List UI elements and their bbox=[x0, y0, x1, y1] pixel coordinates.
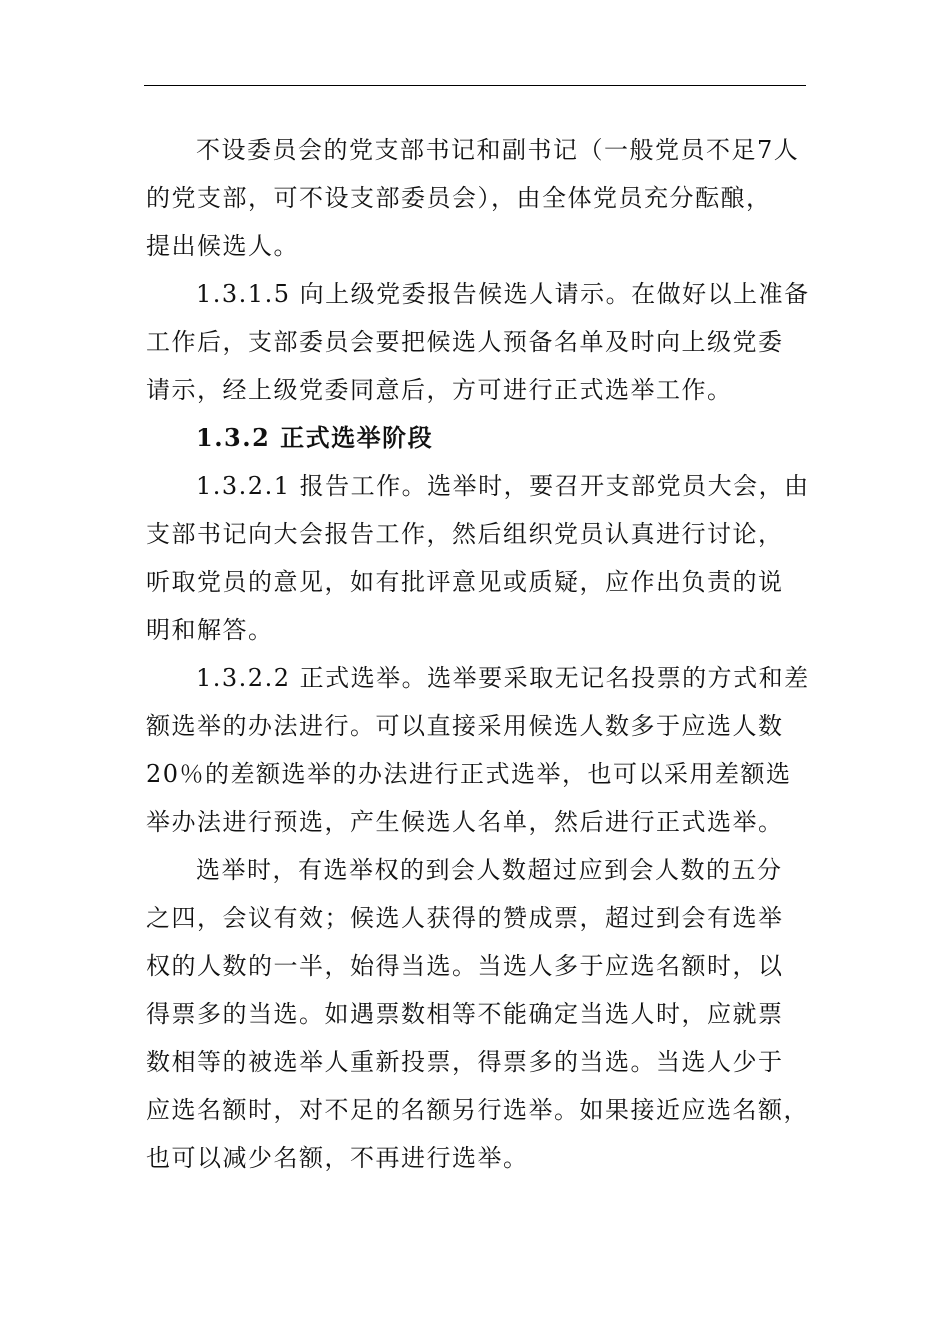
paragraph-line: 权的人数的一半，始得当选。当选人多于应选名额时，以 bbox=[146, 952, 784, 980]
paragraph-line: 选举时，有选举权的到会人数超过应到会人数的五分 bbox=[196, 856, 783, 884]
section-heading: 1.3.2 正式选举阶段 bbox=[196, 423, 434, 452]
paragraph-line: 的党支部，可不设支部委员会），由全体党员充分酝酿， bbox=[146, 184, 772, 212]
paragraph-line: 也可以减少名额，不再进行选举。 bbox=[146, 1144, 529, 1172]
paragraph-line: 1.3.2.1 报告工作。选举时，要召开支部党员大会，由 bbox=[196, 472, 810, 500]
paragraph-line: 数相等的被选举人重新投票，得票多的当选。当选人少于 bbox=[146, 1048, 784, 1076]
paragraph-line: 1.3.1.5 向上级党委报告候选人请示。在做好以上准备 bbox=[196, 280, 810, 308]
paragraph-line: 听取党员的意见，如有批评意见或质疑，应作出负责的说 bbox=[146, 568, 784, 596]
paragraph-line: 提出候选人。 bbox=[146, 232, 299, 260]
paragraph-line: 不设委员会的党支部书记和副书记（一般党员不足7人 bbox=[196, 136, 800, 164]
paragraph-line: 额选举的办法进行。可以直接采用候选人数多于应选人数 bbox=[146, 712, 784, 740]
paragraph-line: 工作后，支部委员会要把候选人预备名单及时向上级党委 bbox=[146, 328, 784, 356]
header-rule bbox=[144, 85, 806, 86]
paragraph-line: 支部书记向大会报告工作，然后组织党员认真进行讨论， bbox=[146, 520, 784, 548]
paragraph-line: 明和解答。 bbox=[146, 616, 274, 644]
paragraph-line: 得票多的当选。如遇票数相等不能确定当选人时，应就票 bbox=[146, 1000, 784, 1028]
paragraph-line: 举办法进行预选，产生候选人名单，然后进行正式选举。 bbox=[146, 808, 784, 836]
paragraph-line: 20％的差额选举的办法进行正式选举，也可以采用差额选 bbox=[146, 760, 792, 788]
paragraph-line: 应选名额时，对不足的名额另行选举。如果接近应选名额， bbox=[146, 1096, 809, 1124]
paragraph-line: 请示，经上级党委同意后，方可进行正式选举工作。 bbox=[146, 376, 733, 404]
paragraph-line: 1.3.2.2 正式选举。选举要采取无记名投票的方式和差 bbox=[196, 664, 810, 692]
paragraph-line: 之四，会议有效；候选人获得的赞成票，超过到会有选举 bbox=[146, 904, 784, 932]
